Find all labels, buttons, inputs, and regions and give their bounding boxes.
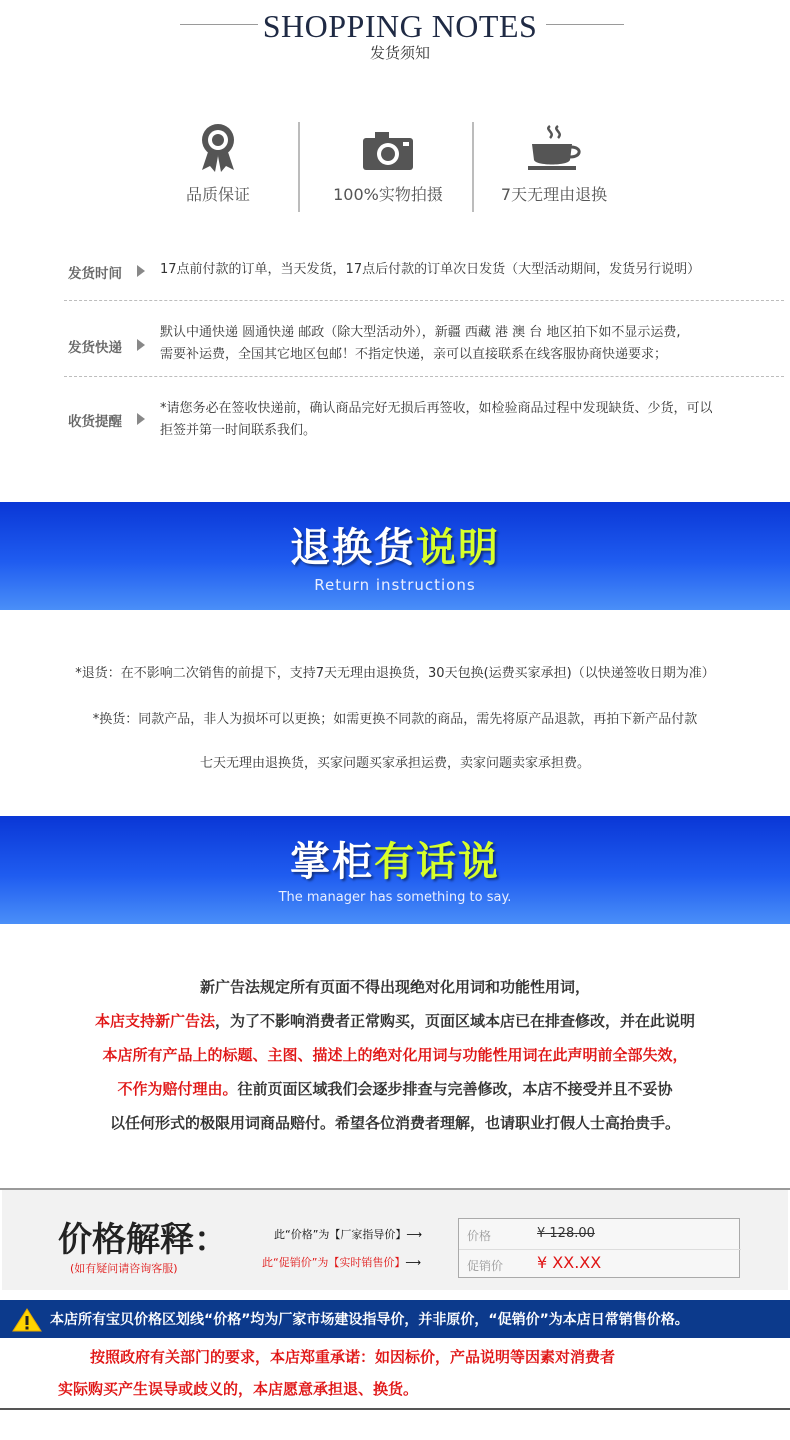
page-subtitle: 发货须知 [369,44,430,62]
price-explanation [0,1188,790,1413]
warning-icon [12,1308,42,1332]
dashed-divider [64,300,784,301]
manager-line: 以任何形式的极限用词商品赔付。希望各位消费者理解，也请职业打假人士高抬贵手。 [109,1114,680,1132]
feature-real-photo-label: 100%实物拍摄 [333,185,443,204]
price-reference-text: 此“价格”为【厂家指导价】 [274,1228,407,1241]
ribbon-award-icon [198,122,238,172]
note-label-courier: 发货快递 [68,340,122,356]
promo-row-value: ¥ XX.XX [537,1253,602,1272]
arrow-right-icon: ⟶ [405,1256,422,1269]
promo-row-label: 促销价 [467,1259,504,1273]
note-line: 需要补运费，全国其它地区包邮！不指定快递，亲可以直接联系在线客服协商快递要求； [160,347,668,362]
manager-line-text: 往前页面区域我们会逐步排查与完善修改，本店不接受并且不妥协 [237,1080,673,1098]
promo-reference [262,1254,421,1270]
manager-line-highlight: 不作为赔付理由。 [117,1080,238,1098]
banner-title [0,516,790,573]
banner-title-white: 掌柜 [290,839,374,885]
note-line: 拒签并第一时间联系我们。 [160,423,317,438]
banner-title-yellow: 说明 [416,525,500,571]
note-line: 默认中通快递 圆通快递 邮政（除大型活动外），新疆 西藏 港 澳 台 地区拍下如不显示运费, [160,325,681,340]
feature-quality-label: 品质保证 [185,185,250,204]
feature-divider [298,122,300,212]
manager-line: 新广告法规定所有页面不得出现绝对化用词和功能性用词， [199,978,590,996]
note-text-courier [160,322,681,366]
note-line: 17点前付款的订单，当天发货，17点后付款的订单次日发货（大型活动期间，发货另行说明） [160,262,701,277]
note-text-shipping-time [160,259,700,281]
feature-quality [148,122,288,205]
price-row-value [537,1226,595,1241]
dashed-divider [64,376,784,377]
return-line: *退货：在不影响二次销售的前提下，支持7天无理由退换货，30天包换(运费买家承担)（以快递签收日期为准） [75,666,715,681]
promo-reference-text: 此“促销价”为【实时销售价】 [262,1256,406,1269]
manager-line [0,1010,790,1031]
banner-title-white: 退换货 [290,525,416,571]
price-warning-text: 本店所有宝贝价格区划线“价格”均为厂家市场建设指导价，并非原价，“促销价”为本店日常销售价格。 [50,1312,689,1328]
bottom-rule [0,1408,790,1410]
strikethrough-price: ¥ 128.00 [537,1226,595,1241]
banner-subtitle: The manager has something to say. [278,890,512,905]
manager-says-banner [0,816,790,924]
banner-title [0,830,790,887]
manager-line [0,1078,790,1099]
note-text-receipt [160,398,713,442]
price-note: (如有疑问请咨询客服) [70,1262,178,1275]
camera-icon [361,122,415,172]
banner-subtitle: Return instructions [314,576,476,594]
return-instructions-banner [0,502,790,610]
manager-line-text: ，为了不影响消费者正常购买，页面区域本店已在排查修改，并在此说明 [215,1012,696,1030]
commitment-line: 按照政府有关部门的要求，本店郑重承诺：如因标价，产品说明等因素对消费者 [90,1348,616,1366]
note-label-receipt: 收货提醒 [68,414,122,430]
price-sample-box [458,1218,740,1278]
price-row-label: 价格 [467,1229,492,1243]
return-line: *换货：同款产品，非人为损坏可以更换；如需更换不同款的商品，需先将原产品退款，再拍下新产品付款 [92,712,698,727]
feature-real-photo [318,122,458,205]
arrow-right-icon [137,339,145,351]
commitment-line: 实际购买产生误导或歧义的，本店愿意承担退、换货。 [58,1380,419,1398]
note-line: *请您务必在签收快递前，确认商品完好无损后再签收，如检验商品过程中发现缺货、少货，可以 [160,401,713,416]
price-warning-bar [0,1300,790,1338]
price-title: 价格解释： [58,1220,228,1260]
arrow-right-icon [137,265,145,277]
coffee-cup-icon [524,122,584,172]
note-label-shipping-time: 发货时间 [68,266,122,282]
manager-line-highlight: 本店支持新广告法 [94,1012,215,1030]
banner-title-yellow: 有话说 [374,839,500,885]
return-line: 七天无理由退换货，买家问题买家承担运费，卖家问题卖家承担费。 [199,756,590,771]
feature-return-label: 7天无理由退换 [500,185,608,204]
manager-line: 本店所有产品上的标题、主图、描述上的绝对化用词与功能性用词在此声明前全部失效， [102,1046,688,1064]
feature-divider [472,122,474,212]
price-reference [274,1226,422,1242]
feature-return [484,122,624,205]
arrow-right-icon [137,413,145,425]
arrow-right-icon: ⟶ [406,1228,423,1241]
page-title: SHOPPING NOTES [262,8,538,44]
price-box-divider [459,1249,741,1250]
